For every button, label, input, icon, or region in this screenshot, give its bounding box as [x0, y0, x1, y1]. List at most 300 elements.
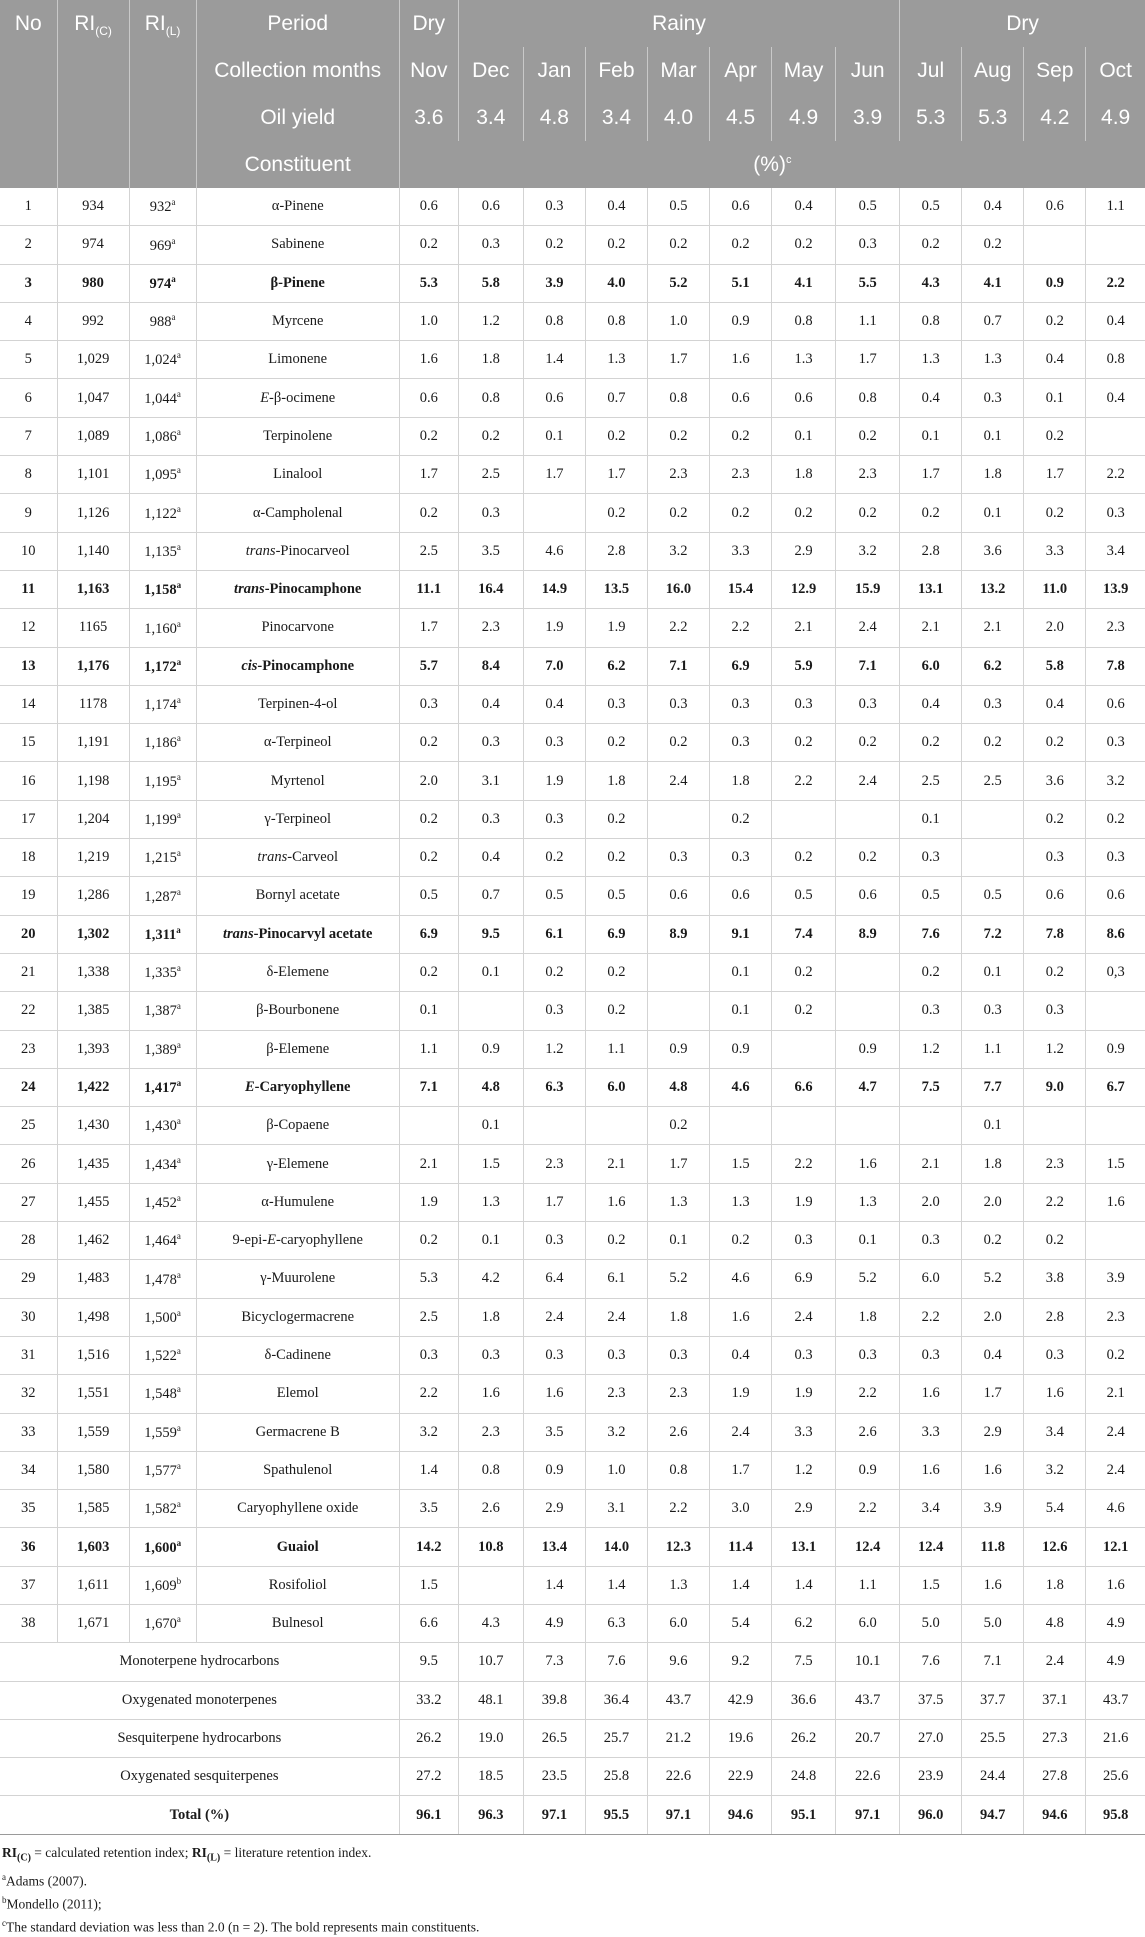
summary-value: 33.2 [399, 1681, 458, 1719]
ri-source-marker: a [176, 465, 181, 476]
row-number: 32 [0, 1375, 57, 1413]
percent-value: 1.1 [585, 1030, 647, 1068]
percent-value: 0.1 [710, 953, 772, 991]
oil-yield-value: 3.4 [458, 94, 523, 141]
percent-value: 0.5 [399, 877, 458, 915]
percent-value: 1.4 [710, 1566, 772, 1604]
constituent-name [196, 647, 399, 685]
percent-value: 2.1 [1086, 1375, 1145, 1413]
percent-value: 1.1 [836, 1566, 900, 1604]
constituent-name: Terpinen-4-ol [196, 685, 399, 723]
oil-yield-value: 4.8 [523, 94, 585, 141]
ri-calculated: 1,483 [57, 1260, 129, 1298]
percent-value: 3.4 [1024, 1413, 1086, 1451]
percent-value: 0.2 [1086, 1336, 1145, 1374]
name-italic: E [267, 1232, 276, 1249]
name-post: -caryophyllene [275, 1232, 363, 1249]
percent-value: 2.4 [585, 1298, 647, 1336]
percent-value: 1.7 [523, 1183, 585, 1221]
ri-source-marker: a [176, 427, 181, 438]
percent-value: 0.3 [523, 724, 585, 762]
percent-value: 12.1 [1086, 1528, 1145, 1566]
ri-calculated: 1,101 [57, 456, 129, 494]
ri-source-marker: a [176, 1461, 181, 1472]
row-number: 10 [0, 532, 57, 570]
row-number: 12 [0, 609, 57, 647]
percent-value: 5.9 [772, 647, 836, 685]
percent-value [710, 1107, 772, 1145]
ri-literature [129, 456, 196, 494]
percent-value: 5.2 [647, 1260, 709, 1298]
constituent-row [0, 1298, 1145, 1336]
percent-value: 4.9 [523, 1604, 585, 1642]
percent-value: 1.6 [900, 1451, 962, 1489]
percent-value: 1.8 [962, 1145, 1024, 1183]
summary-value: 10.7 [458, 1643, 523, 1681]
percent-label: (%)$^c$ [399, 141, 1145, 188]
percent-value [772, 1030, 836, 1068]
percent-value: 0.2 [523, 226, 585, 264]
percent-value: 2.4 [772, 1298, 836, 1336]
ri-calculated: 1,671 [57, 1604, 129, 1642]
constituent-row [0, 532, 1145, 570]
percent-value: 0.9 [458, 1030, 523, 1068]
table-body [0, 188, 1145, 1834]
oil-yield-value: 4.0 [647, 94, 709, 141]
constituent-row [0, 877, 1145, 915]
percent-value: 0.4 [458, 685, 523, 723]
percent-value [1024, 226, 1086, 264]
percent-value: 2.2 [647, 1490, 709, 1528]
percent-value: 2.2 [1086, 264, 1145, 302]
constituent-name [196, 1222, 399, 1260]
oil-yield-value: 5.3 [962, 94, 1024, 141]
percent-value: 0.2 [399, 226, 458, 264]
percent-value: 0.2 [1086, 800, 1145, 838]
ri-literature [129, 1336, 196, 1374]
percent-value: 1.6 [710, 1298, 772, 1336]
percent-value: 1.2 [772, 1451, 836, 1489]
row-number: 13 [0, 647, 57, 685]
percent-value [1086, 417, 1145, 455]
ri-source-marker: a [176, 1499, 181, 1510]
month-header: Aug [962, 47, 1024, 94]
percent-value: 1.7 [836, 341, 900, 379]
percent-value: 0.4 [900, 379, 962, 417]
summary-value: 26.2 [399, 1719, 458, 1757]
ri-literature [129, 839, 196, 877]
percent-value: 0.4 [710, 1336, 772, 1374]
percent-value: 0.6 [1024, 877, 1086, 915]
percent-value: 11.4 [710, 1528, 772, 1566]
percent-value: 4.8 [647, 1068, 709, 1106]
row-number: 26 [0, 1145, 57, 1183]
constituent-name: Myrcene [196, 302, 399, 340]
percent-value: 7.8 [1024, 915, 1086, 953]
percent-value: 0.8 [458, 1451, 523, 1489]
percent-value: 2.4 [836, 762, 900, 800]
oil-yield-value: 3.4 [585, 94, 647, 141]
percent-value: 13.5 [585, 570, 647, 608]
percent-value: 6.2 [772, 1604, 836, 1642]
summary-value: 9.2 [710, 1643, 772, 1681]
row-number: 2 [0, 226, 57, 264]
percent-value: 1.0 [399, 302, 458, 340]
total-value: 95.5 [585, 1796, 647, 1834]
total-value: 94.6 [1024, 1796, 1086, 1834]
summary-value: 26.5 [523, 1719, 585, 1757]
percent-value: 2.2 [772, 762, 836, 800]
constituent-row [0, 724, 1145, 762]
percent-value: 2.5 [900, 762, 962, 800]
ri-source-marker: a [176, 809, 181, 820]
constituent-row [0, 992, 1145, 1030]
ri-calculated: 1,089 [57, 417, 129, 455]
row-number: 6 [0, 379, 57, 417]
percent-value: 2.1 [772, 609, 836, 647]
constituent-row [0, 1068, 1145, 1106]
percent-value: 1.6 [836, 1145, 900, 1183]
ri-literature [129, 264, 196, 302]
constituent-row [0, 570, 1145, 608]
ri-source-marker: a [176, 350, 181, 361]
period-label: Period [196, 0, 399, 47]
constituent-name [196, 379, 399, 417]
percent-value: 0.2 [647, 417, 709, 455]
row-number: 22 [0, 992, 57, 1030]
percent-value: 0.8 [1086, 341, 1145, 379]
constituent-row [0, 1451, 1145, 1489]
percent-value: 4.0 [585, 264, 647, 302]
summary-value: 27.2 [399, 1758, 458, 1796]
ri-literature [129, 494, 196, 532]
constituent-row [0, 302, 1145, 340]
percent-value: 4.6 [1086, 1490, 1145, 1528]
percent-value [836, 992, 900, 1030]
percent-value: 3.5 [523, 1413, 585, 1451]
percent-value: 3.5 [458, 532, 523, 570]
percent-value: 4.8 [458, 1068, 523, 1106]
summary-value: 24.4 [962, 1758, 1024, 1796]
summary-value: 43.7 [647, 1681, 709, 1719]
percent-value: 1.1 [1086, 188, 1145, 226]
percent-value: 0.3 [710, 724, 772, 762]
name-rest: -β-ocimene [269, 389, 336, 406]
percent-value: 0.3 [836, 1336, 900, 1374]
percent-value: 6.9 [585, 915, 647, 953]
ri-source-marker: a [176, 656, 182, 667]
ri-literature [129, 1107, 196, 1145]
summary-value: 7.6 [585, 1643, 647, 1681]
total-value: 97.1 [836, 1796, 900, 1834]
percent-value: 1.6 [399, 341, 458, 379]
percent-value: 0.7 [458, 877, 523, 915]
percent-value: 0.2 [836, 724, 900, 762]
percent-value: 0.2 [585, 800, 647, 838]
col-header-ric: $RI_{(C)}$ [57, 0, 129, 188]
percent-value: 0.6 [523, 379, 585, 417]
percent-value: 1.2 [1024, 1030, 1086, 1068]
percent-value: 1.3 [900, 341, 962, 379]
percent-value: 0.3 [399, 1336, 458, 1374]
summary-value: 25.6 [1086, 1758, 1145, 1796]
name-rest: -Pinocarvyl acetate [253, 925, 373, 942]
percent-value: 1.9 [523, 762, 585, 800]
name-rest: -Caryophyllene [254, 1078, 351, 1095]
percent-value: 3.9 [523, 264, 585, 302]
percent-value: 0.6 [1086, 685, 1145, 723]
oil-yield-value: 5.3 [900, 94, 962, 141]
ri-literature-value: 1,478 [144, 1271, 177, 1288]
name-italic-prefix: trans [257, 849, 288, 866]
ri-literature-value: 1,160 [144, 620, 177, 637]
percent-value: 2.5 [962, 762, 1024, 800]
percent-value: 0.2 [585, 226, 647, 264]
percent-value: 12.4 [836, 1528, 900, 1566]
ri-source-marker: a [176, 1307, 181, 1318]
oil-yield-value: 3.9 [836, 94, 900, 141]
percent-value: 1.3 [962, 341, 1024, 379]
percent-value: 3.3 [1024, 532, 1086, 570]
percent-value: 0.5 [836, 188, 900, 226]
percent-value: 3.3 [900, 1413, 962, 1451]
percent-value: 2.3 [647, 1375, 709, 1413]
percent-value: 0.3 [523, 1222, 585, 1260]
row-number: 35 [0, 1490, 57, 1528]
ri-calculated: 1,198 [57, 762, 129, 800]
percent-value: 2.1 [900, 1145, 962, 1183]
ri-literature-value: 1,452 [144, 1194, 177, 1211]
footnote-c: $^c$The standard deviation was less than 2.0 (n = 2). The bold represents main constituents. [2, 1917, 480, 1935]
percent-value: 2.1 [962, 609, 1024, 647]
percent-value: 0.4 [1086, 302, 1145, 340]
ri-source-marker: a [176, 1422, 181, 1433]
percent-value: 0,3 [1086, 953, 1145, 991]
percent-value: 1.8 [585, 762, 647, 800]
constituent-name: γ-Terpineol [196, 800, 399, 838]
summary-value: 36.6 [772, 1681, 836, 1719]
percent-value: 1.7 [1024, 456, 1086, 494]
percent-value: 0.9 [1024, 264, 1086, 302]
percent-value: 2.0 [962, 1183, 1024, 1221]
constituent-row [0, 647, 1145, 685]
percent-value: 0.6 [647, 877, 709, 915]
oil-yield-value: 4.2 [1024, 94, 1086, 141]
percent-value: 0.4 [900, 685, 962, 723]
percent-value: 0.4 [585, 188, 647, 226]
percent-value: 0.2 [1024, 1222, 1086, 1260]
percent-value: 0.4 [1024, 341, 1086, 379]
percent-value: 0.4 [1086, 379, 1145, 417]
summary-value: 20.7 [836, 1719, 900, 1757]
percent-value: 0.2 [1024, 302, 1086, 340]
percent-value: 0.1 [523, 417, 585, 455]
percent-value: 6.4 [523, 1260, 585, 1298]
percent-value: 0.3 [523, 992, 585, 1030]
percent-value: 0.8 [585, 302, 647, 340]
summary-value: 26.2 [772, 1719, 836, 1757]
constituent-name: δ-Cadinene [196, 1336, 399, 1374]
percent-value: 2.9 [772, 1490, 836, 1528]
percent-value: 14.9 [523, 570, 585, 608]
summary-value: 25.8 [585, 1758, 647, 1796]
total-value: 95.8 [1086, 1796, 1145, 1834]
ri-calculated: 1,422 [57, 1068, 129, 1106]
percent-value [836, 953, 900, 991]
total-value: 94.7 [962, 1796, 1024, 1834]
percent-value: 1.9 [523, 609, 585, 647]
ri-calculated: 1,126 [57, 494, 129, 532]
percent-value: 0.2 [1024, 494, 1086, 532]
percent-value: 0.2 [1024, 417, 1086, 455]
percent-value: 3.2 [1086, 762, 1145, 800]
ri-literature [129, 609, 196, 647]
percent-value [1086, 226, 1145, 264]
percent-value: 2.3 [1086, 1298, 1145, 1336]
row-number: 18 [0, 839, 57, 877]
percent-value: 2.4 [1086, 1413, 1145, 1451]
percent-value: 0.6 [399, 379, 458, 417]
percent-value: 0.2 [772, 226, 836, 264]
row-number: 11 [0, 570, 57, 608]
percent-value: 4.6 [523, 532, 585, 570]
percent-value: 12.9 [772, 570, 836, 608]
percent-value: 0.1 [458, 953, 523, 991]
percent-value: 0.2 [772, 992, 836, 1030]
ri-calculated: 1,435 [57, 1145, 129, 1183]
percent-value: 7.1 [399, 1068, 458, 1106]
oil-yield-value: 4.5 [710, 94, 772, 141]
ri-literature-value: 1,417 [144, 1079, 177, 1096]
percent-value [836, 800, 900, 838]
ri-calculated: 1,176 [57, 647, 129, 685]
ri-source-marker: a [176, 1192, 181, 1203]
percent-value: 2.3 [1086, 609, 1145, 647]
constituent-name: δ-Elemene [196, 953, 399, 991]
summary-value: 9.6 [647, 1643, 709, 1681]
constituent-row [0, 264, 1145, 302]
percent-value: 0.4 [962, 1336, 1024, 1374]
constituent-name: γ-Muurolene [196, 1260, 399, 1298]
percent-value: 1.0 [585, 1451, 647, 1489]
percent-value: 0.6 [836, 877, 900, 915]
percent-value: 2.5 [399, 1298, 458, 1336]
percent-value: 0.3 [458, 226, 523, 264]
percent-value: 3.1 [585, 1490, 647, 1528]
ri-calculated: 992 [57, 302, 129, 340]
percent-value [772, 800, 836, 838]
ri-literature [129, 532, 196, 570]
ri-calculated: 1,462 [57, 1222, 129, 1260]
percent-value: 0.3 [772, 685, 836, 723]
ri-calculated: 1,140 [57, 532, 129, 570]
percent-value: 2.4 [647, 762, 709, 800]
percent-value [647, 953, 709, 991]
ri-literature [129, 1030, 196, 1068]
ri-literature [129, 762, 196, 800]
summary-label: Monoterpene hydrocarbons [0, 1643, 399, 1681]
percent-value: 0.3 [772, 1336, 836, 1374]
ri-source-marker: a [176, 1039, 181, 1050]
constituent-row [0, 915, 1145, 953]
name-italic-prefix: trans [245, 542, 276, 559]
percent-value: 1.1 [399, 1030, 458, 1068]
percent-value: 1.1 [962, 1030, 1024, 1068]
constituent-row [0, 1260, 1145, 1298]
percent-value: 0.3 [523, 1336, 585, 1374]
percent-value: 6.2 [585, 647, 647, 685]
percent-value [1086, 992, 1145, 1030]
percent-value: 0.1 [836, 1222, 900, 1260]
ri-literature-value: 988 [149, 313, 172, 330]
percent-value: 0.3 [647, 1336, 709, 1374]
percent-value: 2.8 [900, 532, 962, 570]
oil-yield-value: 4.9 [1086, 94, 1145, 141]
percent-value: 4.6 [710, 1068, 772, 1106]
percent-value: 3.9 [962, 1490, 1024, 1528]
percent-value: 16.0 [647, 570, 709, 608]
percent-value: 0.2 [710, 417, 772, 455]
percent-value: 0.2 [900, 953, 962, 991]
percent-value: 0.9 [710, 1030, 772, 1068]
ri-literature [129, 1183, 196, 1221]
percent-value: 0.2 [399, 1222, 458, 1260]
percent-value: 1.3 [772, 341, 836, 379]
table-header [0, 0, 1145, 188]
percent-value: 0.1 [962, 1107, 1024, 1145]
percent-value: 12.4 [900, 1528, 962, 1566]
percent-value: 0.8 [772, 302, 836, 340]
percent-value: 0.3 [585, 685, 647, 723]
percent-value: 0.2 [585, 1222, 647, 1260]
ri-calculated: 1,559 [57, 1413, 129, 1451]
percent-value: 1.7 [962, 1375, 1024, 1413]
percent-value: 6.6 [772, 1068, 836, 1106]
summary-value: 37.7 [962, 1681, 1024, 1719]
percent-value: 11.1 [399, 570, 458, 608]
month-header: Oct [1086, 47, 1145, 94]
summary-value: 43.7 [836, 1681, 900, 1719]
percent-value: 14.0 [585, 1528, 647, 1566]
ri-source-marker: a [176, 618, 181, 629]
percent-value: 1.5 [399, 1566, 458, 1604]
percent-value: 7.2 [962, 915, 1024, 953]
percent-value: 2.3 [458, 1413, 523, 1451]
percent-value: 3.9 [1086, 1260, 1145, 1298]
ri-source-marker: a [176, 541, 181, 552]
percent-value: 1.4 [585, 1566, 647, 1604]
percent-value: 3.6 [962, 532, 1024, 570]
constituent-row [0, 379, 1145, 417]
percent-value: 0.2 [962, 226, 1024, 264]
row-number: 33 [0, 1413, 57, 1451]
ri-source-marker: a [176, 963, 181, 974]
percent-value: 0.2 [399, 953, 458, 991]
constituent-name: Limonene [196, 341, 399, 379]
summary-value: 10.1 [836, 1643, 900, 1681]
percent-value: 15.4 [710, 570, 772, 608]
percent-value: 0.9 [836, 1451, 900, 1489]
summary-value: 22.6 [836, 1758, 900, 1796]
percent-value: 2.5 [458, 456, 523, 494]
percent-value: 0.8 [523, 302, 585, 340]
ri-literature-value: 1,135 [144, 543, 177, 560]
percent-value: 13.4 [523, 1528, 585, 1566]
percent-value: 3.6 [1024, 762, 1086, 800]
percent-value: 1.7 [399, 609, 458, 647]
ri-source-marker: a [176, 771, 181, 782]
row-number: 4 [0, 302, 57, 340]
